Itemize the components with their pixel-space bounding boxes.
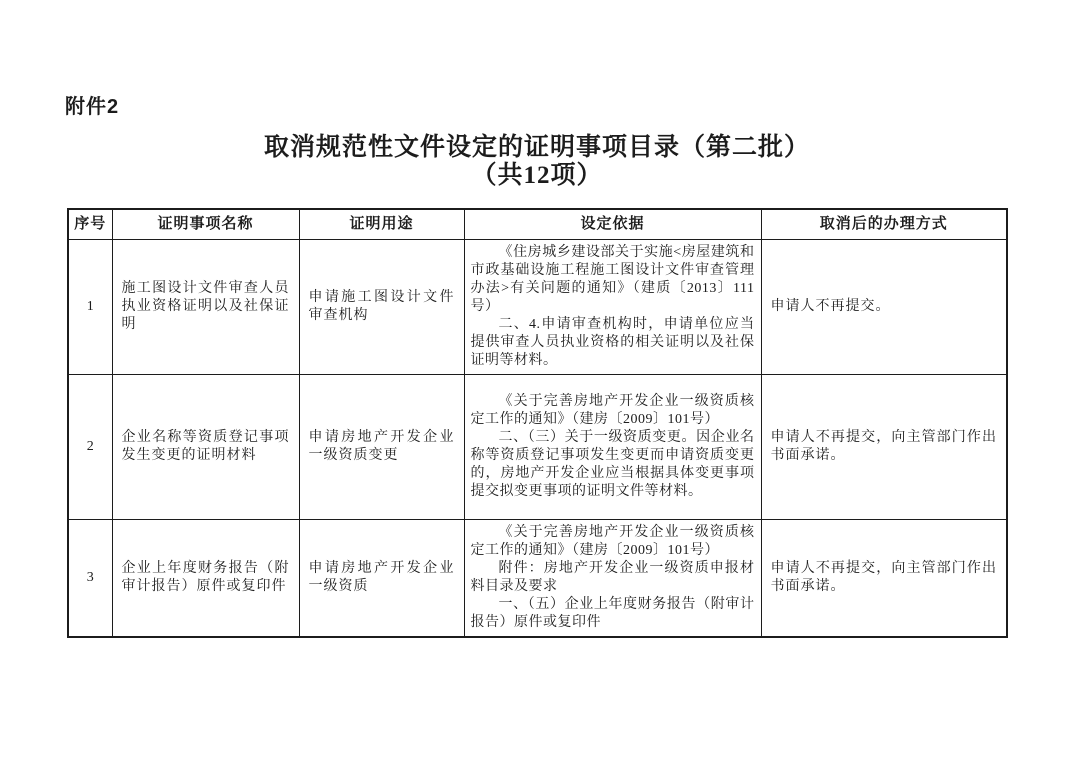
basis-paragraph: 《关于完善房地产开发企业一级资质核定工作的通知》（建房〔2009〕101号） — [470, 393, 755, 427]
cell-index: 3 — [68, 519, 112, 637]
basis-paragraph: 二、4.申请审查机构时，申请单位应当提供审查人员执业资格的相关证明以及社保证明等材料。 — [470, 316, 755, 368]
basis-paragraph: 《关于完善房地产开发企业一级资质核定工作的通知》（建房〔2009〕101号） — [470, 524, 755, 558]
table-row — [68, 374, 1007, 519]
table-row — [68, 239, 1007, 374]
title-line-2: （共12项） — [471, 162, 603, 189]
cell-name: 施工图设计文件审查人员执业资格证明以及社保证明 — [112, 239, 299, 374]
col-header-after-cancel: 取消后的办理方式 — [761, 209, 1007, 239]
cell-purpose: 申请房地产开发企业一级资质变更 — [299, 374, 464, 519]
catalog-table — [67, 208, 1008, 638]
basis-paragraph: 附件：房地产开发企业一级资质申报材料目录及要求 — [470, 560, 755, 594]
basis-paragraph: 《住房城乡建设部关于实施<房屋建筑和市政基础设施工程施工图设计文件审查管理办法>有关问题的通知》（建质〔2013〕111号） — [470, 244, 755, 314]
title-line-1: 取消规范性文件设定的证明事项目录（第二批） — [263, 134, 810, 161]
basis-paragraph: 一、（五）企业上年度财务报告（附审计报告）原件或复印件 — [470, 596, 755, 630]
cell-after-cancel: 申请人不再提交。 — [761, 239, 1007, 374]
cell-name: 企业上年度财务报告（附审计报告）原件或复印件 — [112, 519, 299, 637]
cell-purpose: 申请施工图设计文件审查机构 — [299, 239, 464, 374]
table-row — [68, 519, 1007, 637]
cell-basis — [464, 519, 761, 637]
col-header-name: 证明事项名称 — [112, 209, 299, 239]
cell-basis — [464, 374, 761, 519]
document-title — [68, 134, 1006, 190]
cell-after-cancel: 申请人不再提交，向主管部门作出书面承诺。 — [761, 519, 1007, 637]
col-header-index: 序号 — [68, 209, 112, 239]
cell-name: 企业名称等资质登记事项发生变更的证明材料 — [112, 374, 299, 519]
table-header-row — [68, 209, 1007, 239]
col-header-purpose: 证明用途 — [299, 209, 464, 239]
col-header-basis: 设定依据 — [464, 209, 761, 239]
cell-index: 1 — [68, 239, 112, 374]
cell-index: 2 — [68, 374, 112, 519]
cell-purpose: 申请房地产开发企业一级资质 — [299, 519, 464, 637]
basis-paragraph: 二、（三）关于一级资质变更。因企业名称等资质登记事项发生变更而申请资质变更的，房地产开发企业应当根据具体变更事项提交拟变更事项的证明文件等材料。 — [470, 429, 755, 499]
attachment-label: 附件2 — [65, 96, 120, 118]
cell-basis — [464, 239, 761, 374]
cell-after-cancel: 申请人不再提交，向主管部门作出书面承诺。 — [761, 374, 1007, 519]
